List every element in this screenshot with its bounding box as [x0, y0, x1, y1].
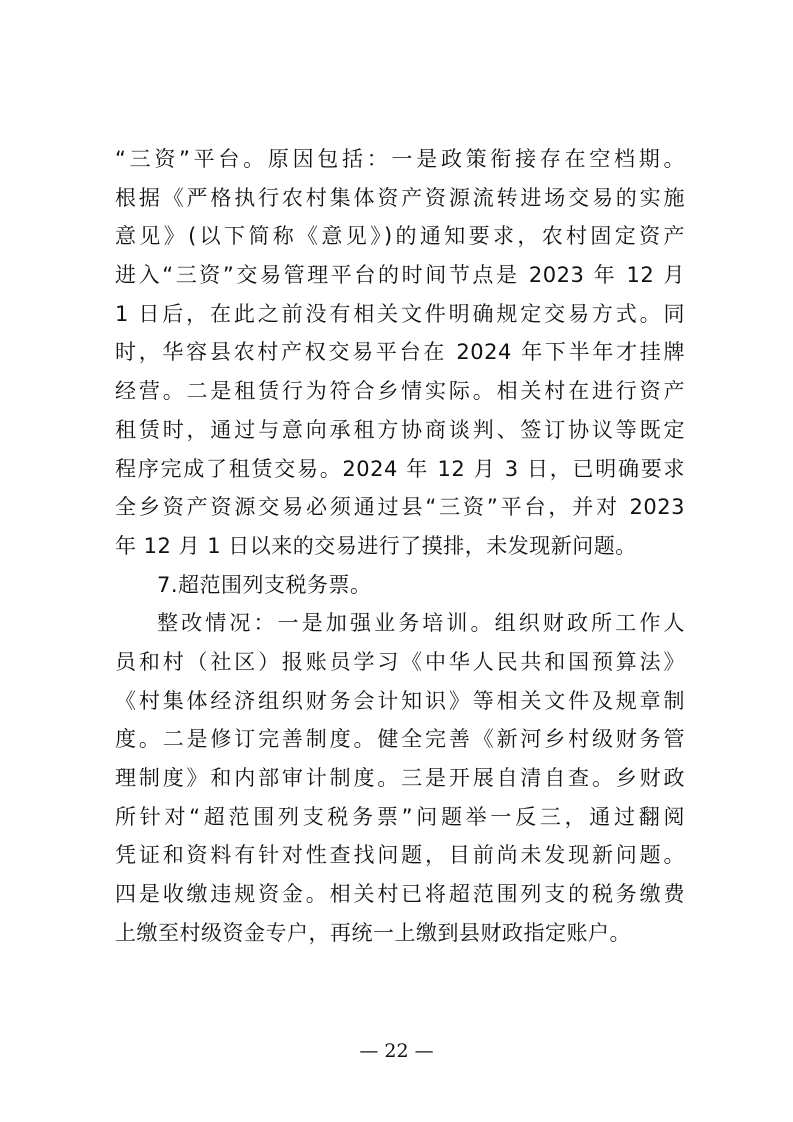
text-line: 程序完成了租赁交易。2024 年 12 月 3 日，已明确要求 [115, 456, 685, 481]
text-line: 1 日后，在此之前没有相关文件明确规定交易方式。同 [115, 301, 685, 326]
text-line: 租赁时，通过与意向承租方协商谈判、签订协议等既定 [115, 417, 685, 442]
text-line: 经营。二是租赁行为符合乡情实际。相关村在进行资产 [115, 379, 685, 404]
text-line: 四是收缴违规资金。相关村已将超范围列支的税务缴费 [115, 882, 685, 907]
body-text [115, 140, 685, 952]
text-line: 根据《严格执行农村集体资产资源流转进场交易的实施 [115, 185, 685, 210]
text-line: 上缴至村级资金专户，再统一上缴到县财政指定账户。 [115, 920, 631, 945]
text-line: 意见》(以下简称《意见》)的通知要求，农村固定资产 [115, 224, 685, 249]
text-line: 整改情况：一是加强业务培训。组织财政所工作人 [157, 611, 685, 636]
text-line: 全乡资产资源交易必须通过县“三资”平台，并对 2023 [115, 495, 685, 520]
text-line: “三资”平台。原因包括：一是政策衔接存在空档期。 [115, 147, 685, 171]
text-line: 《村集体经济组织财务会计知识》等相关文件及规章制 [115, 688, 685, 713]
text-line: 所针对“超范围列支税务票”问题举一反三，通过翻阅 [115, 804, 685, 829]
text-line: 年 12 月 1 日以来的交易进行了摸排，未发现新问题。 [115, 533, 637, 558]
text-line: 员和村（社区）报账员学习《中华人民共和国预算法》 [115, 649, 685, 674]
text-line: 凭证和资料有针对性查找问题，目前尚未发现新问题。 [115, 843, 685, 868]
text-line: 时，华容县农村产权交易平台在 2024 年下半年才挂牌 [115, 340, 685, 365]
section-heading: 7.超范围列支税务票。 [157, 572, 372, 597]
text-line: 理制度》和内部审计制度。三是开展自清自查。乡财政 [115, 766, 685, 790]
page-number: — 22 — [359, 1040, 434, 1062]
text-line: 进入“三资”交易管理平台的时间节点是 2023 年 12 月 [115, 263, 685, 288]
text-line: 度。二是修订完善制度。健全完善《新河乡村级财务管 [115, 727, 685, 752]
